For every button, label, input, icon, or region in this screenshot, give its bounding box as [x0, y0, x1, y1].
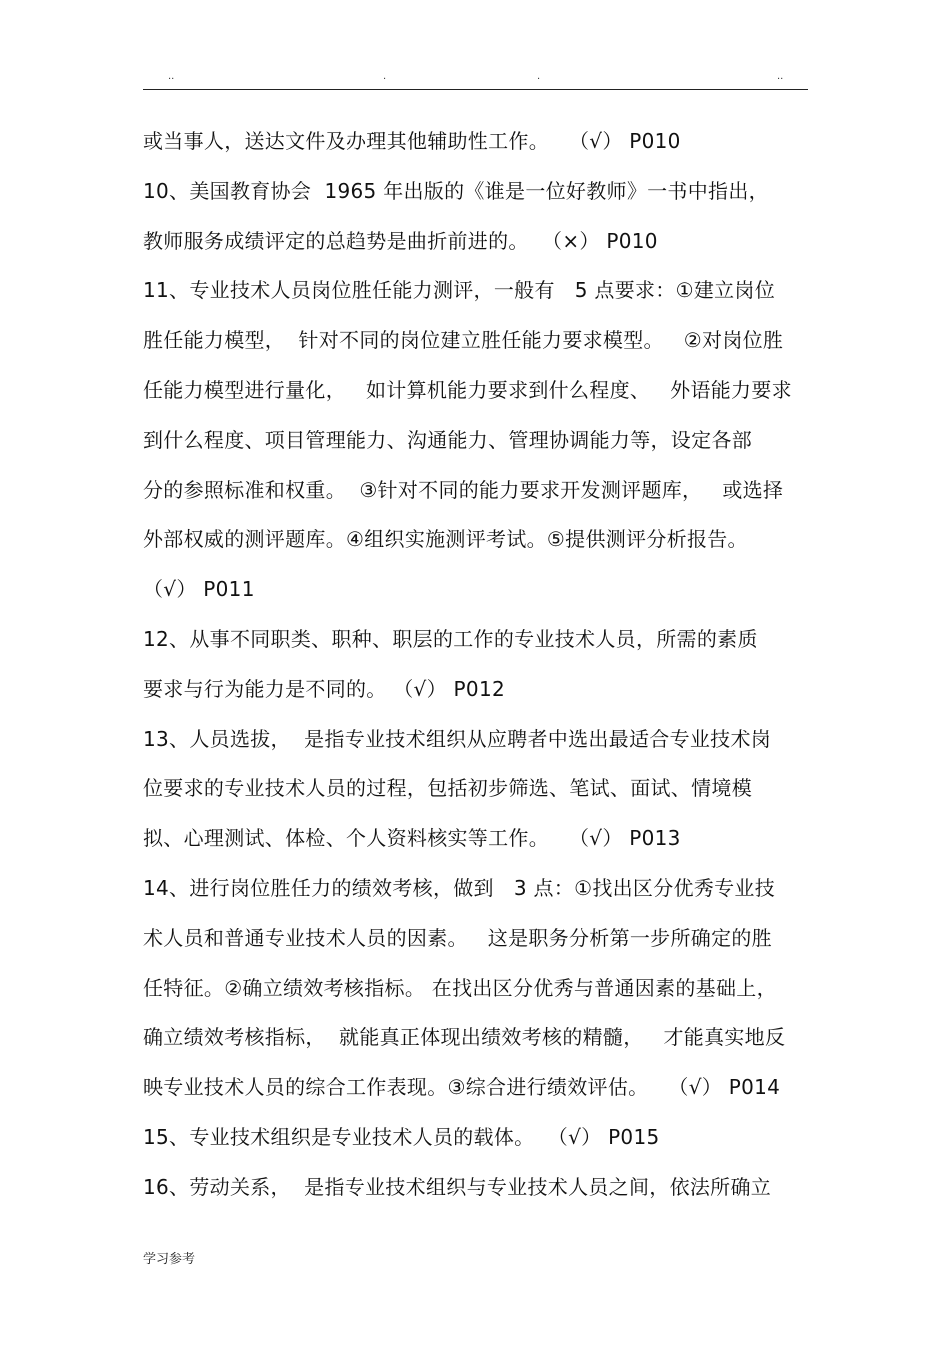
- text-line: 任特征。②确立绩效考核指标。 在找出区分优秀与普通因素的基础上，: [143, 975, 777, 1000]
- text-line: 或当事人，送达文件及办理其他辅助性工作。 （√） P010: [143, 129, 681, 153]
- text-line: 11、专业技术人员岗位胜任能力测评，一般有 5 点要求：①建立岗位: [143, 278, 776, 303]
- text-line: 12、从事不同职类、职种、职层的工作的专业技术人员，所需的素质: [143, 626, 758, 651]
- text-line: 10、美国教育协会 1965 年出版的《谁是一位好教师》一书中指出，: [143, 178, 769, 203]
- text-line: 要求与行为能力是不同的。 （√） P012: [143, 676, 505, 701]
- text-line: 14、进行岗位胜任力的绩效考核，做到 3 点：①找出区分优秀专业技: [143, 875, 776, 900]
- text-line: 映专业技术人员的综合工作表现。③综合进行绩效评估。 （√） P014: [143, 1075, 781, 1100]
- text-line: 外部权威的测评题库。④组织实施测评考试。⑤提供测评分析报告。: [143, 527, 748, 552]
- text-line: 到什么程度、项目管理能力、沟通能力、管理协调能力等，设定各部: [143, 427, 752, 452]
- text-line: 16、劳动关系， 是指专业技术组织与专业技术人员之间，依法所确立: [143, 1174, 772, 1199]
- document-body: [143, 117, 808, 1213]
- text-line: 13、人员选拔， 是指专业技术组织从应聘者中选出最适合专业技术岗: [143, 726, 772, 751]
- text-line: 胜任能力模型， 针对不同的岗位建立胜任能力要求模型。 ②对岗位胜: [143, 328, 784, 353]
- header-rule: [143, 89, 808, 90]
- page-footer: 学习参考: [143, 1252, 196, 1267]
- text-line: 教师服务成绩评定的总趋势是曲折前进的。 （×） P010: [143, 228, 658, 253]
- text-line: 拟、心理测试、体检、个人资料核实等工作。 （√） P013: [143, 826, 681, 851]
- text-line: （√） P011: [143, 577, 255, 602]
- text-line: 位要求的专业技术人员的过程，包括初步筛选、笔试、面试、情境模: [143, 776, 752, 801]
- text-line: 15、专业技术组织是专业技术人员的载体。 （√） P015: [143, 1124, 660, 1149]
- page-header: [143, 70, 808, 90]
- header-mark: .: [537, 71, 541, 82]
- text-line: 术人员和普通专业技术人员的因素。 这是职务分析第一步所确定的胜: [143, 925, 772, 950]
- header-mark: .: [383, 71, 387, 82]
- text-line: 分的参照标准和权重。 ③针对不同的能力要求开发测评题库， 或选择: [143, 477, 784, 502]
- header-mark: ..: [777, 71, 784, 82]
- text-line: 任能力模型进行量化， 如计算机能力要求到什么程度、 外语能力要求: [143, 377, 792, 402]
- text-line: 确立绩效考核指标， 就能真正体现出绩效考核的精髓， 才能真实地反: [143, 1025, 786, 1050]
- header-mark: ..: [168, 71, 175, 82]
